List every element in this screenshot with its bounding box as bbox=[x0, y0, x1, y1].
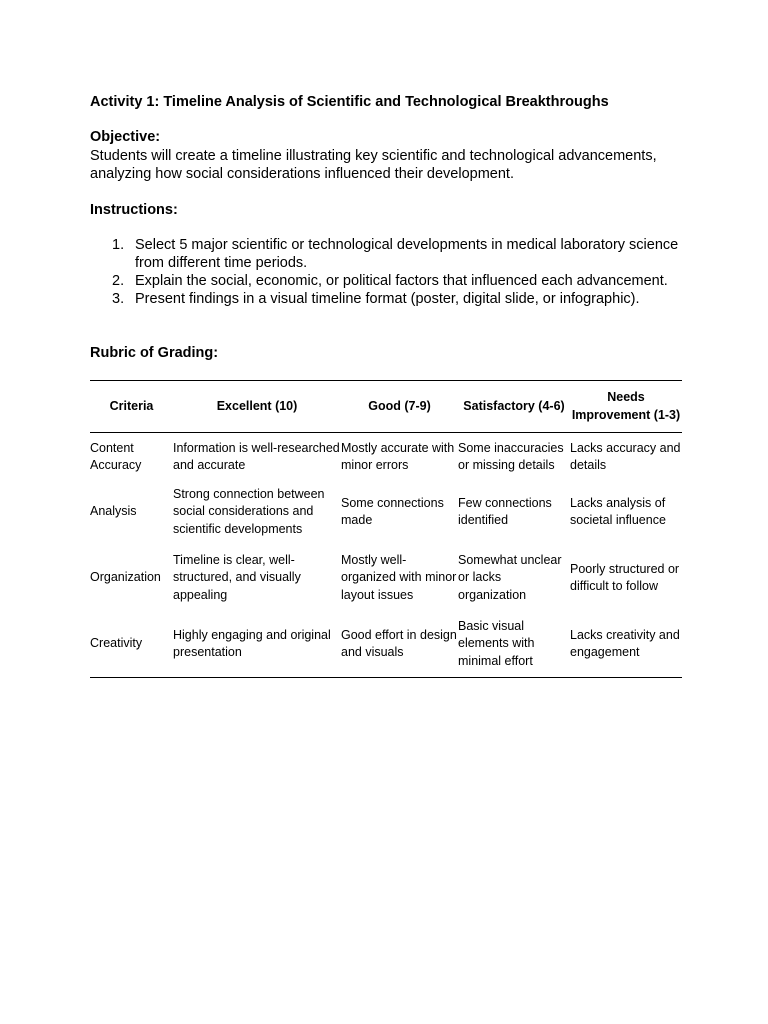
column-header: Good (7-9) bbox=[368, 398, 431, 413]
table-cell: Creativity bbox=[90, 636, 143, 651]
table-cell: Timeline is clear, well-structured, and visually appealing bbox=[173, 552, 301, 602]
table-cell: Some inaccuracies or missing details bbox=[458, 440, 564, 472]
table-cell: Highly engaging and original presentation bbox=[173, 627, 331, 659]
instruction-number: 1. bbox=[112, 237, 125, 253]
column-header: Criteria bbox=[109, 398, 154, 413]
table-cell: Content Accuracy bbox=[90, 440, 142, 472]
instructions-heading: Instructions: bbox=[90, 202, 178, 218]
table-cell: Analysis bbox=[90, 504, 137, 519]
instruction-text: Select 5 major scientific or technological developments in medical laboratory science from different time periods. bbox=[135, 237, 679, 271]
table-cell: Strong connection between social considerations and scientific developments bbox=[173, 486, 325, 536]
table-cell: Lacks analysis of societal influence bbox=[570, 495, 666, 527]
table-cell: Lacks creativity and engagement bbox=[570, 627, 680, 659]
column-header: Needs Improvement (1-3) bbox=[571, 390, 681, 422]
table-cell: Mostly accurate with minor errors bbox=[341, 440, 455, 472]
table-header-row bbox=[90, 381, 682, 433]
instruction-item bbox=[90, 290, 690, 308]
instruction-item bbox=[90, 236, 690, 272]
instruction-number: 2. bbox=[112, 273, 125, 289]
rubric-heading: Rubric of Grading: bbox=[90, 345, 219, 361]
instruction-number: 3. bbox=[112, 291, 125, 307]
table-cell: Lacks accuracy and details bbox=[570, 440, 681, 472]
instruction-text: Present findings in a visual timeline format (poster, digital slide, or infographic). bbox=[135, 291, 640, 307]
instructions-list bbox=[90, 236, 690, 308]
table-row bbox=[90, 433, 682, 480]
document-title: Activity 1: Timeline Analysis of Scientific and Technological Breakthroughs bbox=[90, 94, 609, 110]
objective-text: Students will create a timeline illustrating key scientific and technological advancements, analyzing how social considerations influenced their development. bbox=[90, 148, 657, 182]
table-cell: Information is well-researched and accurate bbox=[173, 440, 340, 472]
table-row bbox=[90, 479, 682, 545]
table-cell: Organization bbox=[90, 570, 161, 585]
table-row bbox=[90, 611, 682, 678]
table-cell: Some connections made bbox=[341, 495, 444, 527]
objective-heading: Objective: bbox=[90, 129, 161, 145]
table-cell: Few connections identified bbox=[458, 495, 552, 527]
rubric-table bbox=[90, 380, 682, 678]
table-cell: Poorly structured or difficult to follow bbox=[570, 561, 680, 593]
instruction-item bbox=[90, 272, 690, 290]
instruction-text: Explain the social, economic, or political factors that influenced each advancement. bbox=[135, 273, 668, 289]
column-header: Satisfactory (4-6) bbox=[463, 398, 565, 413]
table-cell: Good effort in design and visuals bbox=[341, 627, 457, 659]
table-cell: Mostly well-organized with minor layout issues bbox=[341, 552, 457, 602]
table-row bbox=[90, 545, 682, 611]
table-cell: Basic visual elements with minimal effort bbox=[458, 618, 535, 668]
column-header: Excellent (10) bbox=[216, 398, 298, 413]
table-cell: Somewhat unclear or lacks organization bbox=[458, 552, 562, 602]
